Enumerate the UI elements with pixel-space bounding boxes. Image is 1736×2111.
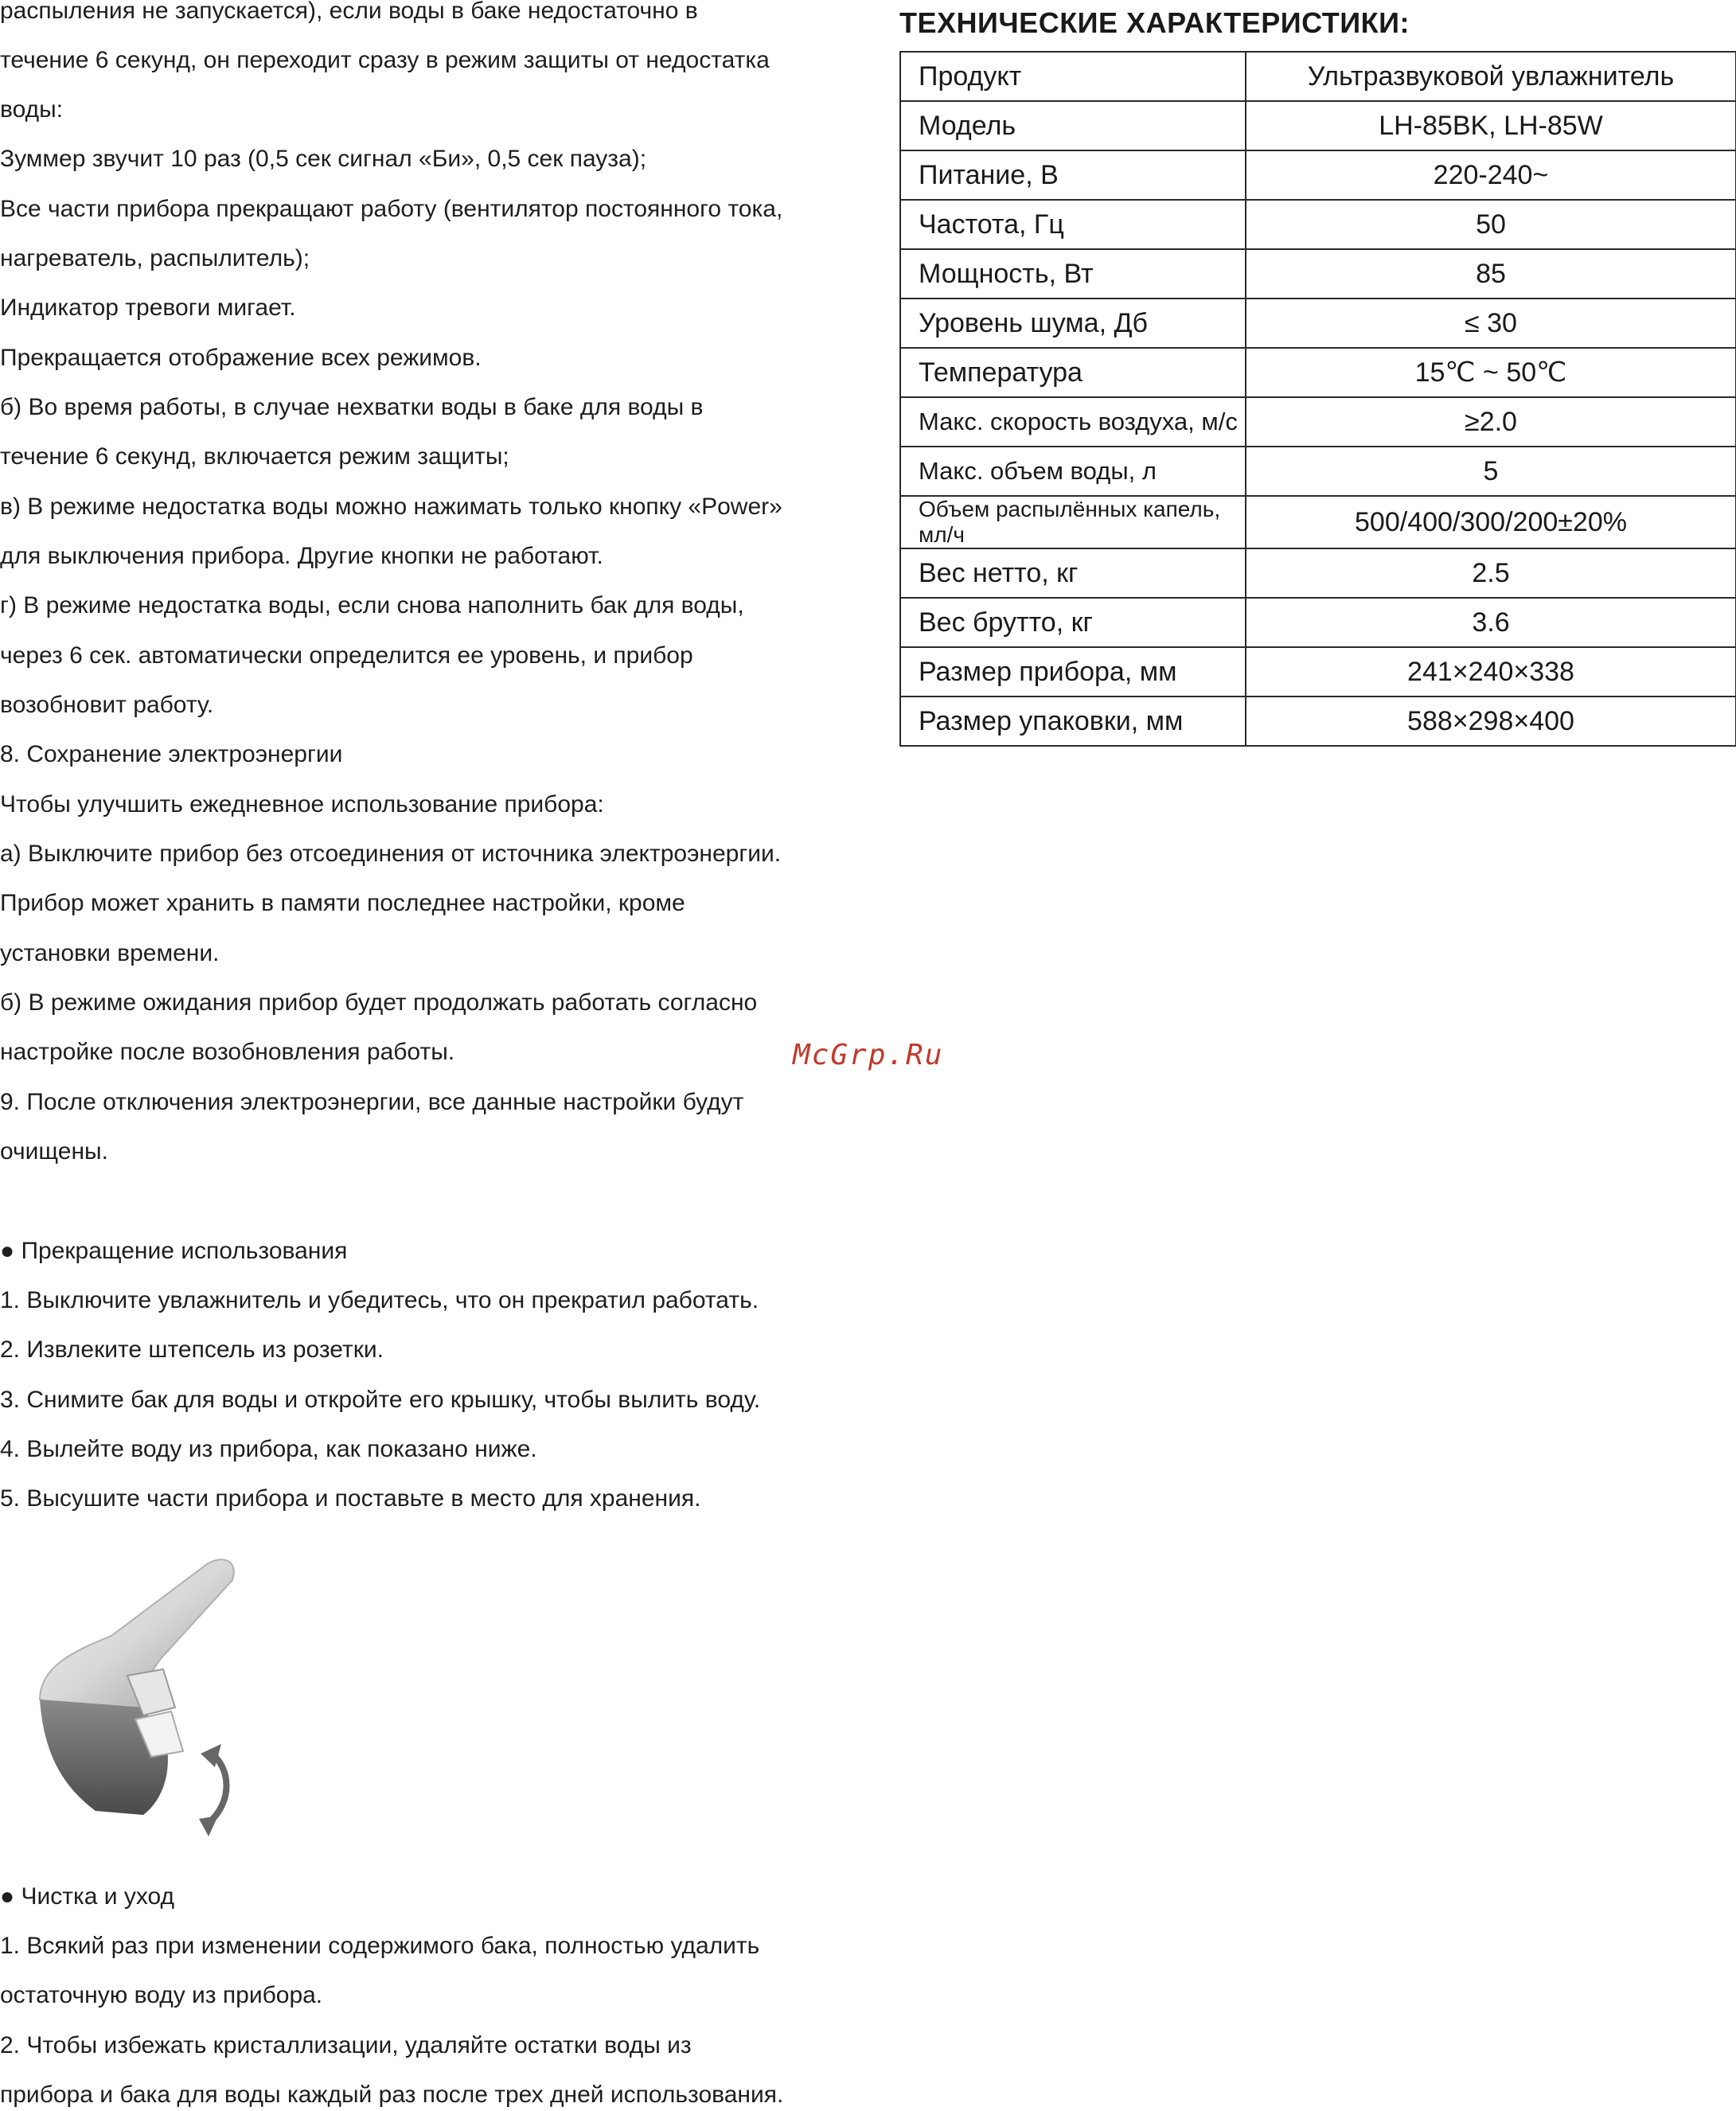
text-line: нагреватель, распылитель);: [0, 245, 310, 271]
text-line: течение 6 секунд, включается режим защиты;: [0, 443, 509, 470]
text-line: 3. Снимите бак для воды и откройте его крышку, чтобы вылить воду.: [0, 1387, 761, 1413]
spec-label: Объем распылённых капель, мл/ч: [900, 496, 1246, 548]
section-heading: ● Чистка и уход: [0, 1883, 175, 1910]
spec-value: 5: [1246, 447, 1736, 496]
table-row: [900, 647, 1736, 697]
table-row: [900, 200, 1736, 249]
spec-value: Ультразвуковой увлажнитель: [1246, 52, 1736, 101]
spec-value: 588×298×400: [1246, 697, 1736, 746]
section-heading: ● Прекращение использования: [0, 1238, 348, 1264]
text-line: Прекращается отображение всех режимов.: [0, 345, 482, 371]
text-line: 2. Извлеките штепсель из розетки.: [0, 1336, 384, 1363]
water-pouring-illustration: [24, 1548, 255, 1843]
text-line: распыления не запускается), если воды в баке недостаточно в: [0, 0, 698, 24]
table-row: [900, 101, 1736, 150]
text-line: в) В режиме недостатка воды можно нажимать только кнопку «Power»: [0, 494, 782, 520]
text-line: возобновит работу.: [0, 692, 214, 718]
text-line: 1. Выключите увлажнитель и убедитесь, что он прекратил работать.: [0, 1287, 759, 1313]
table-row: [900, 52, 1736, 101]
spec-label: Макс. скорость воздуха, м/с: [900, 397, 1246, 447]
text-line: настройке после возобновления работы.: [0, 1039, 455, 1065]
spec-value: LH-85BK, LH-85W: [1246, 101, 1736, 150]
text-line: для выключения прибора. Другие кнопки не работают.: [0, 543, 603, 569]
text-line: б) Во время работы, в случае нехватки воды в баке для воды в: [0, 394, 704, 420]
spec-value: 3.6: [1246, 598, 1736, 647]
spec-value: 2.5: [1246, 548, 1736, 598]
spec-label: Продукт: [900, 52, 1246, 101]
text-line: 4. Вылейте воду из прибора, как показано ниже.: [0, 1436, 537, 1462]
text-line: 5. Высушите части прибора и поставьте в место для хранения.: [0, 1485, 701, 1512]
text-line: а) Выключите прибор без отсоединения от источника электроэнергии.: [0, 841, 782, 867]
spec-label: Макс. объем воды, л: [900, 447, 1246, 496]
spec-label: Вес брутто, кг: [900, 598, 1246, 647]
spec-value: 241×240×338: [1246, 647, 1736, 697]
text-line: установки времени.: [0, 940, 220, 966]
specs-title: ТЕХНИЧЕСКИЕ ХАРАКТЕРИСТИКИ:: [899, 6, 1410, 39]
text-line: Зуммер звучит 10 раз (0,5 сек сигнал «Би», 0,5 сек пауза);: [0, 146, 647, 172]
table-row: [900, 299, 1736, 348]
text-line: Все части прибора прекращают работу (вентилятор постоянного тока,: [0, 196, 783, 222]
spec-label: Питание, В: [900, 150, 1246, 200]
text-line: Прибор может хранить в памяти последнее настройки, кроме: [0, 890, 685, 916]
spec-label: Модель: [900, 101, 1246, 150]
spec-label: Размер упаковки, мм: [900, 697, 1246, 746]
table-row: [900, 697, 1736, 746]
table-row: [900, 397, 1736, 447]
spec-value: 500/400/300/200±20%: [1246, 496, 1736, 548]
spec-label: Уровень шума, Дб: [900, 299, 1246, 348]
table-row: [900, 496, 1736, 548]
text-line: течение 6 секунд, он переходит сразу в режим защиты от недостатка: [0, 47, 770, 73]
spec-value: 50: [1246, 200, 1736, 249]
spec-label: Мощность, Вт: [900, 249, 1246, 299]
spec-value: 220-240~: [1246, 150, 1736, 200]
section-heading: 8. Сохранение электроэнергии: [0, 741, 343, 767]
table-row: [900, 150, 1736, 200]
spec-label: Температура: [900, 348, 1246, 397]
text-line: б) В режиме ожидания прибор будет продолжать работать согласно: [0, 989, 758, 1016]
watermark: McGrp.Ru: [793, 1039, 944, 1071]
table-row: [900, 249, 1736, 299]
text-line: очищены.: [0, 1138, 108, 1165]
spec-value: ≥2.0: [1246, 397, 1736, 447]
spec-label: Размер прибора, мм: [900, 647, 1246, 697]
spec-label: Вес нетто, кг: [900, 548, 1246, 598]
text-line: г) В режиме недостатка воды, если снова наполнить бак для воды,: [0, 592, 744, 618]
text-line: 2. Чтобы избежать кристаллизации, удаляйте остатки воды из: [0, 2032, 692, 2058]
spec-label: Частота, Гц: [900, 200, 1246, 249]
spec-value: 15℃ ~ 50℃: [1246, 348, 1736, 397]
text-line: Индикатор тревоги мигает.: [0, 295, 296, 321]
text-line: воды:: [0, 96, 64, 123]
spec-value: 85: [1246, 249, 1736, 299]
text-line: Чтобы улучшить ежедневное использование прибора:: [0, 791, 604, 817]
specs-table: [899, 51, 1736, 747]
spec-value: ≤ 30: [1246, 299, 1736, 348]
text-line: остаточную воду из прибора.: [0, 1982, 323, 2008]
table-row: [900, 348, 1736, 397]
table-row: [900, 548, 1736, 598]
text-line: 1. Всякий раз при изменении содержимого бака, полностью удалить: [0, 1933, 760, 1959]
text-line: через 6 сек. автоматически определится ее уровень, и прибор: [0, 642, 693, 669]
text-line: 9. После отключения электроэнергии, все данные настройки будут: [0, 1089, 744, 1115]
text-line: прибора и бака для воды каждый раз после трех дней использования.: [0, 2082, 784, 2108]
table-row: [900, 447, 1736, 496]
table-row: [900, 598, 1736, 647]
